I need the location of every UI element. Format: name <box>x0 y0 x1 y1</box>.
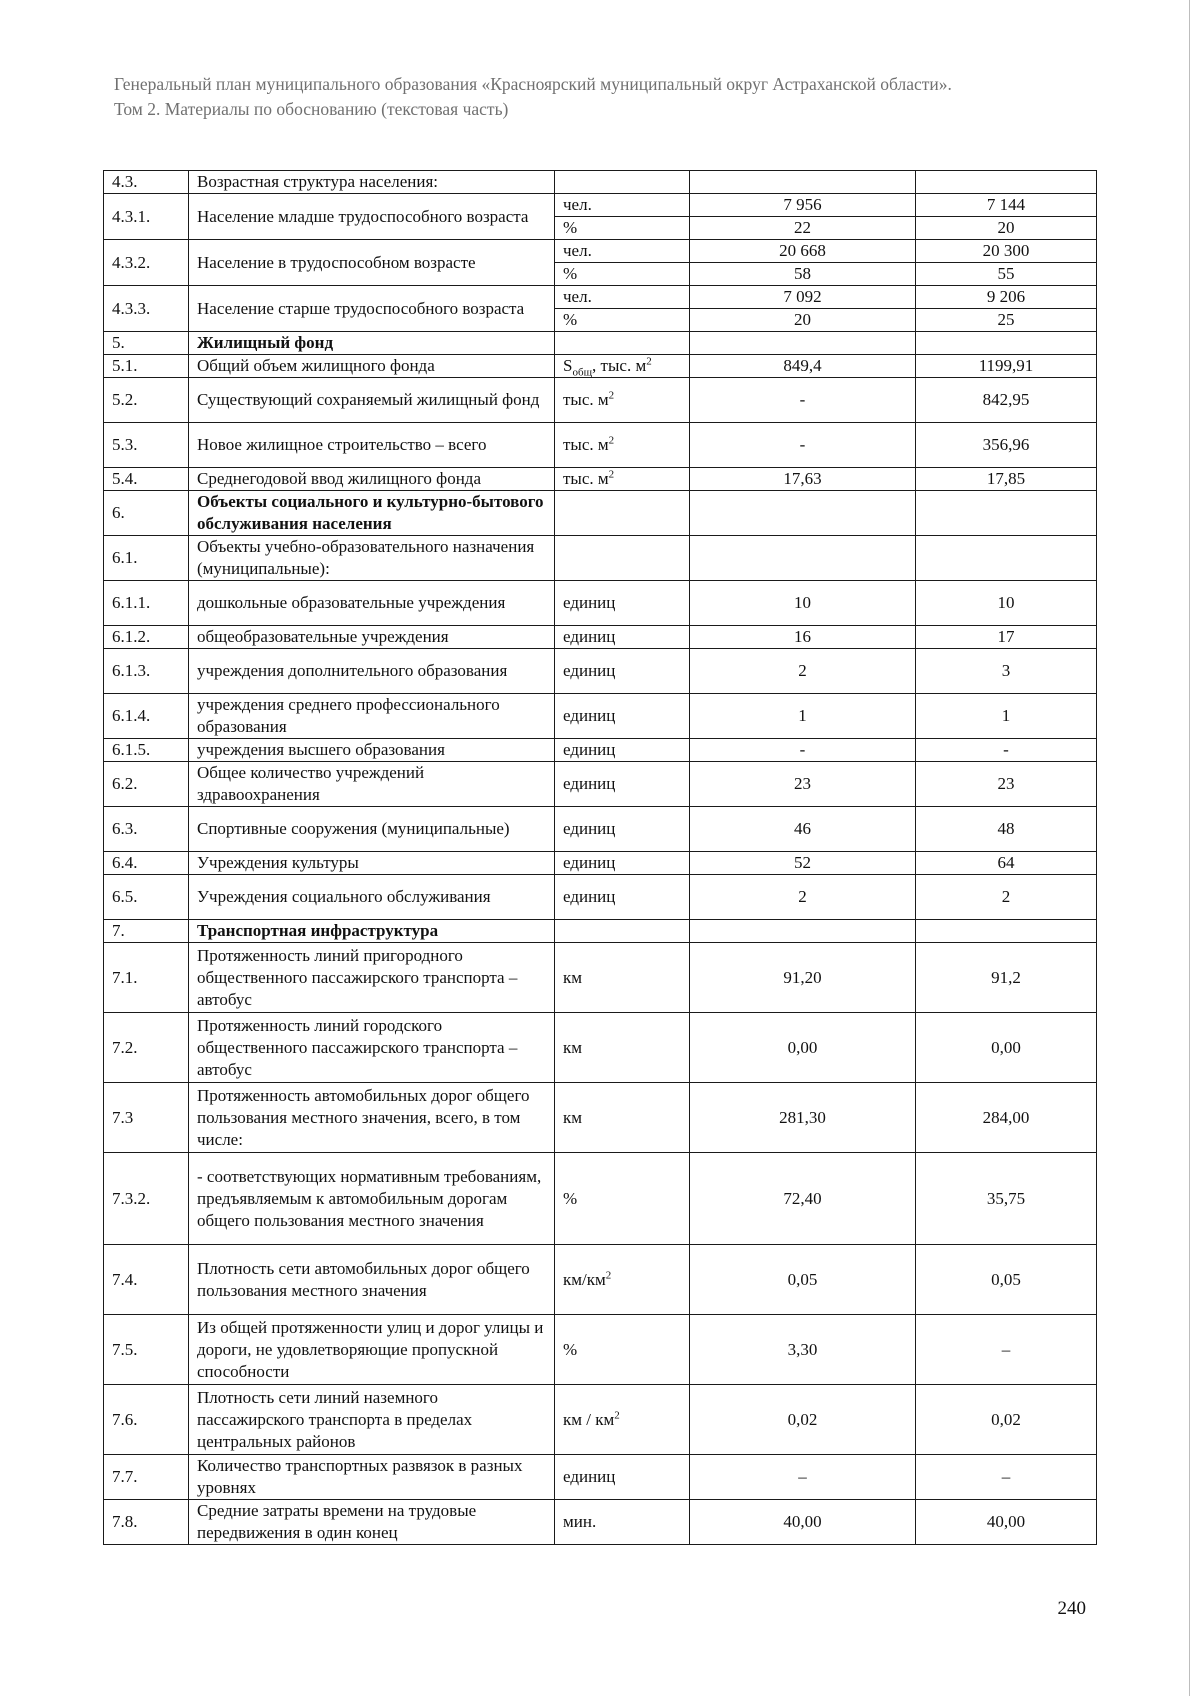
row-number: 7.3 <box>104 1083 189 1153</box>
row-value-current: 16 <box>690 626 916 649</box>
row-value-projected: 91,2 <box>916 943 1097 1013</box>
row-unit: км <box>555 1083 690 1153</box>
row-value-current <box>690 536 916 581</box>
row-value-projected: 842,95 <box>916 378 1097 423</box>
row-value-projected: 1 <box>916 694 1097 739</box>
row-value-projected: 20 300 <box>916 240 1097 263</box>
row-value-projected: - <box>916 739 1097 762</box>
row-value-projected: 25 <box>916 309 1097 332</box>
row-value-current: 46 <box>690 807 916 852</box>
row-value-projected: 356,96 <box>916 423 1097 468</box>
row-value-projected: – <box>916 1315 1097 1385</box>
row-indicator: Население старше трудоспособного возраста <box>189 286 555 332</box>
row-indicator: Плотность сети линий наземного пассажирского транспорта в пределах центральных районов <box>189 1385 555 1455</box>
table-row <box>104 536 1097 581</box>
row-value-projected <box>916 171 1097 194</box>
table-row <box>104 378 1097 423</box>
row-indicator: Транспортная инфраструктура <box>189 920 555 943</box>
row-unit: единиц <box>555 1455 690 1500</box>
table-row <box>104 943 1097 1013</box>
row-unit: единиц <box>555 581 690 626</box>
row-value-projected: 2 <box>916 875 1097 920</box>
table-row <box>104 649 1097 694</box>
row-unit <box>555 332 690 355</box>
row-indicator: Количество транспортных развязок в разных уровнях <box>189 1455 555 1500</box>
row-value-current: 52 <box>690 852 916 875</box>
row-unit: % <box>555 263 690 286</box>
row-indicator: Общее количество учреждений здравоохранения <box>189 762 555 807</box>
row-value-current: 22 <box>690 217 916 240</box>
row-number: 6. <box>104 491 189 536</box>
row-indicator: Население младше трудоспособного возраста <box>189 194 555 240</box>
row-value-projected: 284,00 <box>916 1083 1097 1153</box>
row-unit: чел. <box>555 240 690 263</box>
row-unit: единиц <box>555 875 690 920</box>
table-row <box>104 355 1097 378</box>
row-value-projected: 35,75 <box>916 1153 1097 1245</box>
table-row <box>104 423 1097 468</box>
row-number: 5.4. <box>104 468 189 491</box>
row-unit <box>555 491 690 536</box>
row-number: 6.4. <box>104 852 189 875</box>
row-value-current: – <box>690 1455 916 1500</box>
row-number: 7.5. <box>104 1315 189 1385</box>
row-value-current: 2 <box>690 649 916 694</box>
row-number: 7.7. <box>104 1455 189 1500</box>
row-number: 5.3. <box>104 423 189 468</box>
header-line-1: Генеральный план муниципального образования «Красноярский муниципальный округ Астраханской области». <box>114 74 952 94</box>
page-edge <box>1189 0 1200 1696</box>
row-indicator: Средние затраты времени на трудовые передвижения в один конец <box>189 1500 555 1545</box>
row-unit <box>555 536 690 581</box>
row-unit: $S_{общ}$, тыс. $м^2$ <box>555 355 690 378</box>
row-indicator: учреждения среднего профессионального образования <box>189 694 555 739</box>
table-row <box>104 626 1097 649</box>
row-unit: единиц <box>555 852 690 875</box>
row-indicator: Учреждения социального обслуживания <box>189 875 555 920</box>
row-indicator: Новое жилищное строительство – всего <box>189 423 555 468</box>
table-row <box>104 1315 1097 1385</box>
row-indicator: Учреждения культуры <box>189 852 555 875</box>
row-indicator: Объекты социального и культурно-бытового обслуживания населения <box>189 491 555 536</box>
table-row <box>104 920 1097 943</box>
row-value-current: 20 <box>690 309 916 332</box>
row-number: 4.3.1. <box>104 194 189 240</box>
row-indicator: Существующий сохраняемый жилищный фонд <box>189 378 555 423</box>
row-value-projected: 3 <box>916 649 1097 694</box>
table-row <box>104 1455 1097 1500</box>
row-value-projected: 0,05 <box>916 1245 1097 1315</box>
row-number: 4.3.3. <box>104 286 189 332</box>
row-indicator: Жилищный фонд <box>189 332 555 355</box>
row-value-current: 1 <box>690 694 916 739</box>
row-number: 6.1.2. <box>104 626 189 649</box>
row-value-projected: 0,02 <box>916 1385 1097 1455</box>
row-indicator: учреждения дополнительного образования <box>189 649 555 694</box>
row-value-projected: 48 <box>916 807 1097 852</box>
table-row <box>104 1083 1097 1153</box>
row-value-current: 58 <box>690 263 916 286</box>
row-unit: тыс. $м^2$ <box>555 423 690 468</box>
table-row <box>104 286 1097 309</box>
row-number: 7. <box>104 920 189 943</box>
row-indicator: Спортивные сооружения (муниципальные) <box>189 807 555 852</box>
row-value-projected: 64 <box>916 852 1097 875</box>
row-value-projected <box>916 536 1097 581</box>
row-value-projected: 23 <box>916 762 1097 807</box>
row-value-current: 40,00 <box>690 1500 916 1545</box>
row-unit: единиц <box>555 807 690 852</box>
row-indicator: Из общей протяженности улиц и дорог улицы и дороги, не удовлетворяющие пропускной способности <box>189 1315 555 1385</box>
row-unit: единиц <box>555 694 690 739</box>
table-row <box>104 194 1097 217</box>
row-number: 4.3.2. <box>104 240 189 286</box>
row-value-current: 281,30 <box>690 1083 916 1153</box>
row-value-current: 23 <box>690 762 916 807</box>
row-indicator: - соответствующих нормативным требованиям, предъявляемым к автомобильным дорогам общего пользования местного значения <box>189 1153 555 1245</box>
row-value-current: 3,30 <box>690 1315 916 1385</box>
row-value-projected: 17 <box>916 626 1097 649</box>
row-value-projected: 55 <box>916 263 1097 286</box>
table-row <box>104 762 1097 807</box>
row-unit: чел. <box>555 194 690 217</box>
row-value-current: - <box>690 739 916 762</box>
row-unit: чел. <box>555 286 690 309</box>
row-number: 6.1.3. <box>104 649 189 694</box>
row-unit: тыс. $м^2$ <box>555 468 690 491</box>
row-indicator: учреждения высшего образования <box>189 739 555 762</box>
row-value-projected: 0,00 <box>916 1013 1097 1083</box>
table-row <box>104 694 1097 739</box>
row-value-projected: 17,85 <box>916 468 1097 491</box>
row-value-projected <box>916 920 1097 943</box>
row-value-projected: 10 <box>916 581 1097 626</box>
row-value-current <box>690 332 916 355</box>
row-value-projected: 7 144 <box>916 194 1097 217</box>
row-indicator: Плотность сети автомобильных дорог общего пользования местного значения <box>189 1245 555 1315</box>
table-row <box>104 1013 1097 1083</box>
table-row <box>104 332 1097 355</box>
table-row <box>104 739 1097 762</box>
table-row <box>104 240 1097 263</box>
table-row <box>104 875 1097 920</box>
page-number: 240 <box>1057 1598 1086 1619</box>
row-indicator: Возрастная структура населения: <box>189 171 555 194</box>
row-value-projected: 40,00 <box>916 1500 1097 1545</box>
row-value-current: 10 <box>690 581 916 626</box>
table-row <box>104 171 1097 194</box>
row-value-projected <box>916 332 1097 355</box>
row-number: 7.6. <box>104 1385 189 1455</box>
row-indicator: Протяженность линий городского общественного пассажирского транспорта – автобус <box>189 1013 555 1083</box>
row-number: 6.3. <box>104 807 189 852</box>
row-value-current <box>690 920 916 943</box>
row-unit <box>555 920 690 943</box>
row-value-current: 0,00 <box>690 1013 916 1083</box>
row-value-current: 20 668 <box>690 240 916 263</box>
table-row <box>104 468 1097 491</box>
row-number: 6.2. <box>104 762 189 807</box>
row-number: 7.2. <box>104 1013 189 1083</box>
table-row <box>104 852 1097 875</box>
row-number: 5.2. <box>104 378 189 423</box>
row-value-projected: – <box>916 1455 1097 1500</box>
row-value-current: 72,40 <box>690 1153 916 1245</box>
row-value-projected: 1199,91 <box>916 355 1097 378</box>
row-unit: % <box>555 1315 690 1385</box>
row-unit: тыс. $м^2$ <box>555 378 690 423</box>
row-value-current: 849,4 <box>690 355 916 378</box>
row-unit: единиц <box>555 762 690 807</box>
row-value-projected: 9 206 <box>916 286 1097 309</box>
row-number: 7.4. <box>104 1245 189 1315</box>
row-indicator: Среднегодовой ввод жилищного фонда <box>189 468 555 491</box>
running-header <box>114 72 1104 122</box>
row-value-projected: 20 <box>916 217 1097 240</box>
table-row <box>104 1153 1097 1245</box>
row-unit: % <box>555 309 690 332</box>
row-indicator: Население в трудоспособном возрасте <box>189 240 555 286</box>
row-indicator: дошкольные образовательные учреждения <box>189 581 555 626</box>
row-value-current: 17,63 <box>690 468 916 491</box>
row-unit: км <box>555 1013 690 1083</box>
row-value-current: 0,02 <box>690 1385 916 1455</box>
row-unit: км <box>555 943 690 1013</box>
row-unit: % <box>555 217 690 240</box>
table-row <box>104 1500 1097 1545</box>
row-unit: единиц <box>555 649 690 694</box>
table-row <box>104 581 1097 626</box>
row-unit: $км/км^2$ <box>555 1245 690 1315</box>
table-row <box>104 1245 1097 1315</box>
row-value-current <box>690 491 916 536</box>
row-indicator: Общий объем жилищного фонда <box>189 355 555 378</box>
row-number: 6.1.5. <box>104 739 189 762</box>
header-line-2: Том 2. Материалы по обоснованию (текстовая часть) <box>114 99 509 119</box>
row-unit: единиц <box>555 626 690 649</box>
row-value-current: 7 092 <box>690 286 916 309</box>
row-number: 6.1.4. <box>104 694 189 739</box>
row-number: 4.3. <box>104 171 189 194</box>
row-value-current: 0,05 <box>690 1245 916 1315</box>
row-value-current: 2 <box>690 875 916 920</box>
row-number: 6.1.1. <box>104 581 189 626</box>
table-row <box>104 491 1097 536</box>
row-number: 5.1. <box>104 355 189 378</box>
row-unit: мин. <box>555 1500 690 1545</box>
row-unit: % <box>555 1153 690 1245</box>
row-unit <box>555 171 690 194</box>
row-indicator: Протяженность линий пригородного общественного пассажирского транспорта – автобус <box>189 943 555 1013</box>
row-number: 7.8. <box>104 1500 189 1545</box>
row-value-current: - <box>690 423 916 468</box>
row-number: 6.5. <box>104 875 189 920</box>
row-number: 5. <box>104 332 189 355</box>
row-number: 7.1. <box>104 943 189 1013</box>
row-value-current: 7 956 <box>690 194 916 217</box>
row-value-current <box>690 171 916 194</box>
row-value-projected <box>916 491 1097 536</box>
row-indicator: Объекты учебно-образовательного назначения (муниципальные): <box>189 536 555 581</box>
row-value-current: 91,20 <box>690 943 916 1013</box>
table-row <box>104 807 1097 852</box>
row-value-current: - <box>690 378 916 423</box>
row-number: 7.3.2. <box>104 1153 189 1245</box>
row-indicator: Протяженность автомобильных дорог общего пользования местного значения, всего, в том числе: <box>189 1083 555 1153</box>
row-unit: км / $км^2$ <box>555 1385 690 1455</box>
indicators-table <box>103 170 1097 1545</box>
table-row <box>104 1385 1097 1455</box>
row-number: 6.1. <box>104 536 189 581</box>
row-unit: единиц <box>555 739 690 762</box>
row-indicator: общеобразовательные учреждения <box>189 626 555 649</box>
